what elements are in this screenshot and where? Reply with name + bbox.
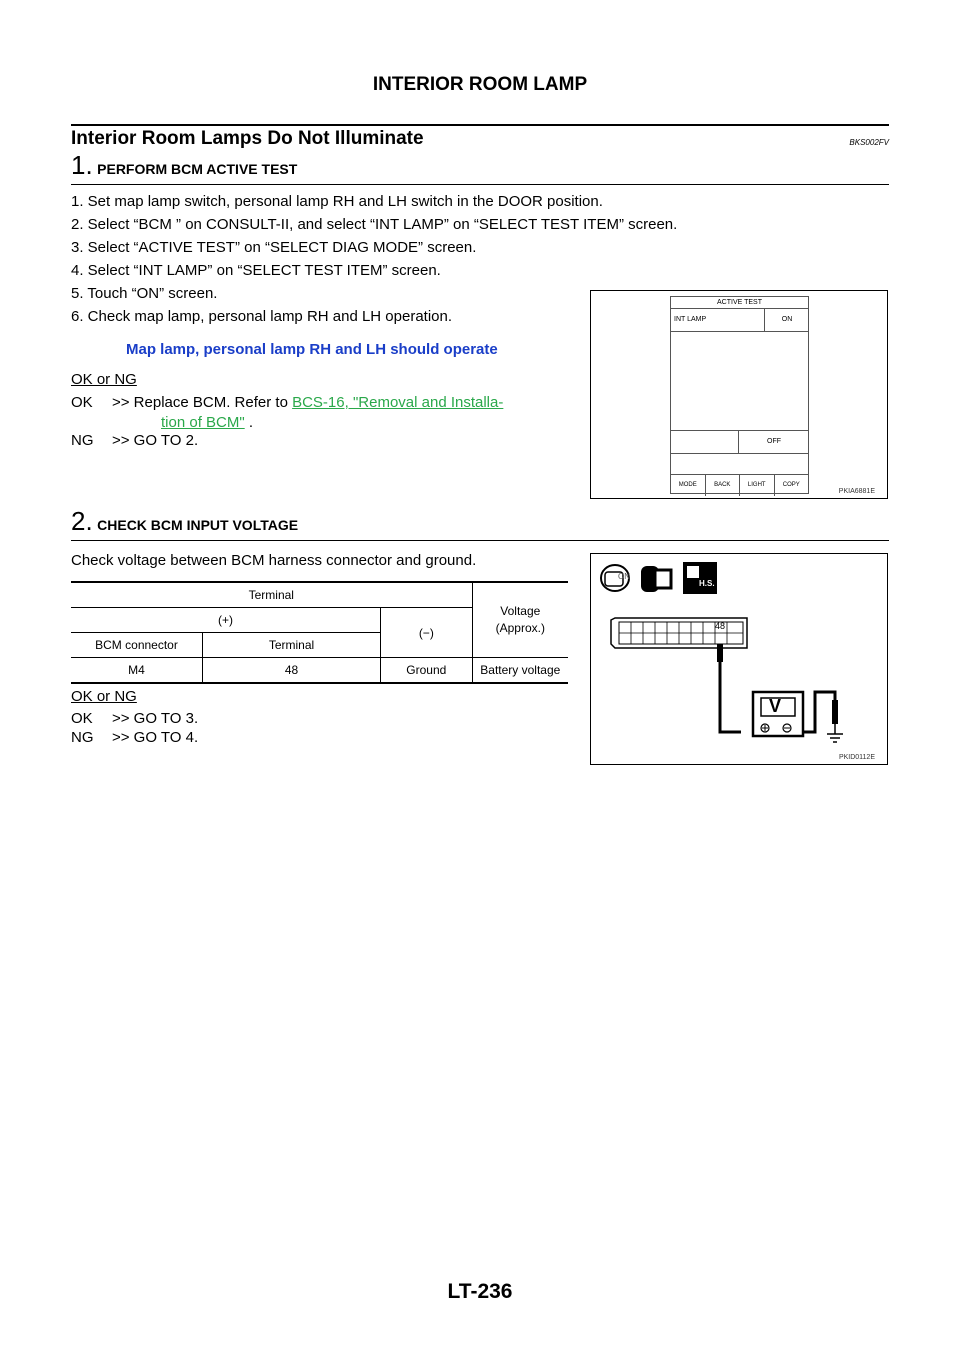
- step-2-ng-key: NG: [71, 729, 94, 746]
- back-button[interactable]: BACK: [706, 475, 741, 496]
- step-2-ok-ng: OK or NG: [71, 688, 137, 705]
- table-row: [71, 658, 568, 684]
- ground-wire: [803, 692, 835, 732]
- connector-col-header: BCM connector: [71, 633, 203, 658]
- page-number: LT-236: [447, 1280, 513, 1303]
- copy-button[interactable]: COPY: [782, 482, 800, 488]
- step-1-expected: Map lamp, personal lamp RH and LH should operate: [126, 341, 498, 358]
- step-2-number: 2.: [71, 506, 93, 536]
- title-rule: [71, 124, 889, 126]
- voltage-check-figure: [590, 553, 888, 765]
- screen-gap: [671, 454, 808, 474]
- off-button[interactable]: OFF: [738, 431, 809, 453]
- step-1-item: 6. Check map lamp, personal lamp RH and LH operation.: [71, 308, 453, 325]
- step-1-ok-ng: OK or NG: [71, 371, 137, 388]
- hs-label: H.S.: [699, 579, 715, 588]
- bcs-16-link-cont[interactable]: tion of BCM": [161, 414, 245, 431]
- step-2-intro: Check voltage between BCM harness connector and ground.: [71, 552, 477, 569]
- cell-ground: Ground: [381, 658, 473, 684]
- cell-connector: M4: [71, 658, 203, 684]
- minus-header: (−): [381, 608, 473, 658]
- ground-icon: [827, 724, 843, 742]
- step-1-rule: [71, 184, 889, 185]
- bcs-16-link[interactable]: BCS-16, "Removal and Installa-: [292, 394, 504, 411]
- step-1-item: 3. Select “ACTIVE TEST” on “SELECT DIAG MODE” screen.: [71, 239, 477, 256]
- plus-header: (+): [71, 608, 381, 633]
- active-test-header: ACTIVE TEST: [671, 297, 808, 309]
- step-2-title: CHECK BCM INPUT VOLTAGE: [97, 517, 299, 533]
- meter-v-label: V: [769, 696, 782, 716]
- cell-voltage: Battery voltage: [480, 663, 561, 677]
- mode-button[interactable]: MODE: [671, 475, 706, 496]
- step-2-rule: [71, 540, 889, 541]
- step-2-ng-text: >> GO TO 4.: [112, 729, 199, 746]
- step-1-item: 1. Set map lamp switch, personal lamp RH and LH switch in the DOOR position.: [71, 193, 603, 210]
- step-1-number: 1.: [71, 150, 93, 180]
- figure-2-code: PKID0112E: [838, 754, 875, 761]
- off-row: [671, 430, 808, 454]
- section-code: BKS002FV: [849, 138, 889, 147]
- bcm-connector-shape: [611, 618, 747, 648]
- section-title: Interior Room Lamps Do Not Illuminate: [71, 128, 424, 149]
- int-lamp-label: INT LAMP: [674, 316, 707, 323]
- voltage-header: [472, 582, 568, 658]
- voltage-diagram: [591, 554, 887, 764]
- active-test-figure: [590, 290, 888, 499]
- figure-1-code: PKIA6881E: [838, 488, 875, 495]
- positive-probe: [717, 644, 723, 662]
- terminal-header: Terminal: [71, 582, 472, 608]
- pin-48-label: 48: [715, 621, 726, 631]
- light-button[interactable]: LIGHT: [740, 475, 775, 496]
- cell-terminal: 48: [203, 658, 381, 684]
- step-1-ok-key: OK: [71, 394, 93, 411]
- terminal-col-header: Terminal: [203, 633, 381, 658]
- step-1-title: PERFORM BCM ACTIVE TEST: [97, 161, 298, 177]
- step-1-heading: [71, 150, 297, 181]
- voltage-label: Voltage: [500, 604, 541, 618]
- int-lamp-row: [671, 309, 808, 332]
- page-title: INTERIOR ROOM LAMP: [372, 74, 588, 95]
- harness-side-icon: [683, 562, 717, 594]
- step-1-item: 2. Select “BCM ” on CONSULT-II, and select “INT LAMP” on “SELECT TEST ITEM” screen.: [71, 216, 678, 233]
- step-1-ng-key: NG: [71, 432, 94, 449]
- on-value: ON: [764, 309, 809, 331]
- step-1-item: 5. Touch “ON” screen.: [71, 285, 218, 302]
- step-1-ng-text: >> GO TO 2.: [112, 432, 199, 449]
- step-1-ok-tail: .: [244, 414, 254, 431]
- voltage-table: [71, 581, 568, 684]
- consult-button-bar: [671, 474, 808, 496]
- step-2-heading: [71, 506, 298, 537]
- consult-screen: [670, 296, 809, 494]
- step-1-ok-text: >> Replace BCM. Refer to: [112, 394, 288, 411]
- connector-icon: [641, 566, 671, 592]
- ground-probe: [832, 700, 838, 724]
- screen-blank: [671, 332, 808, 430]
- ignition-on-label: ON: [618, 572, 630, 581]
- positive-probe-wire: [720, 658, 741, 732]
- step-2-ok-key: OK: [71, 710, 93, 727]
- step-2-ok-text: >> GO TO 3.: [112, 710, 199, 727]
- voltage-approx: (Approx.): [495, 621, 545, 635]
- step-1-item: 4. Select “INT LAMP” on “SELECT TEST ITEM” screen.: [71, 262, 441, 279]
